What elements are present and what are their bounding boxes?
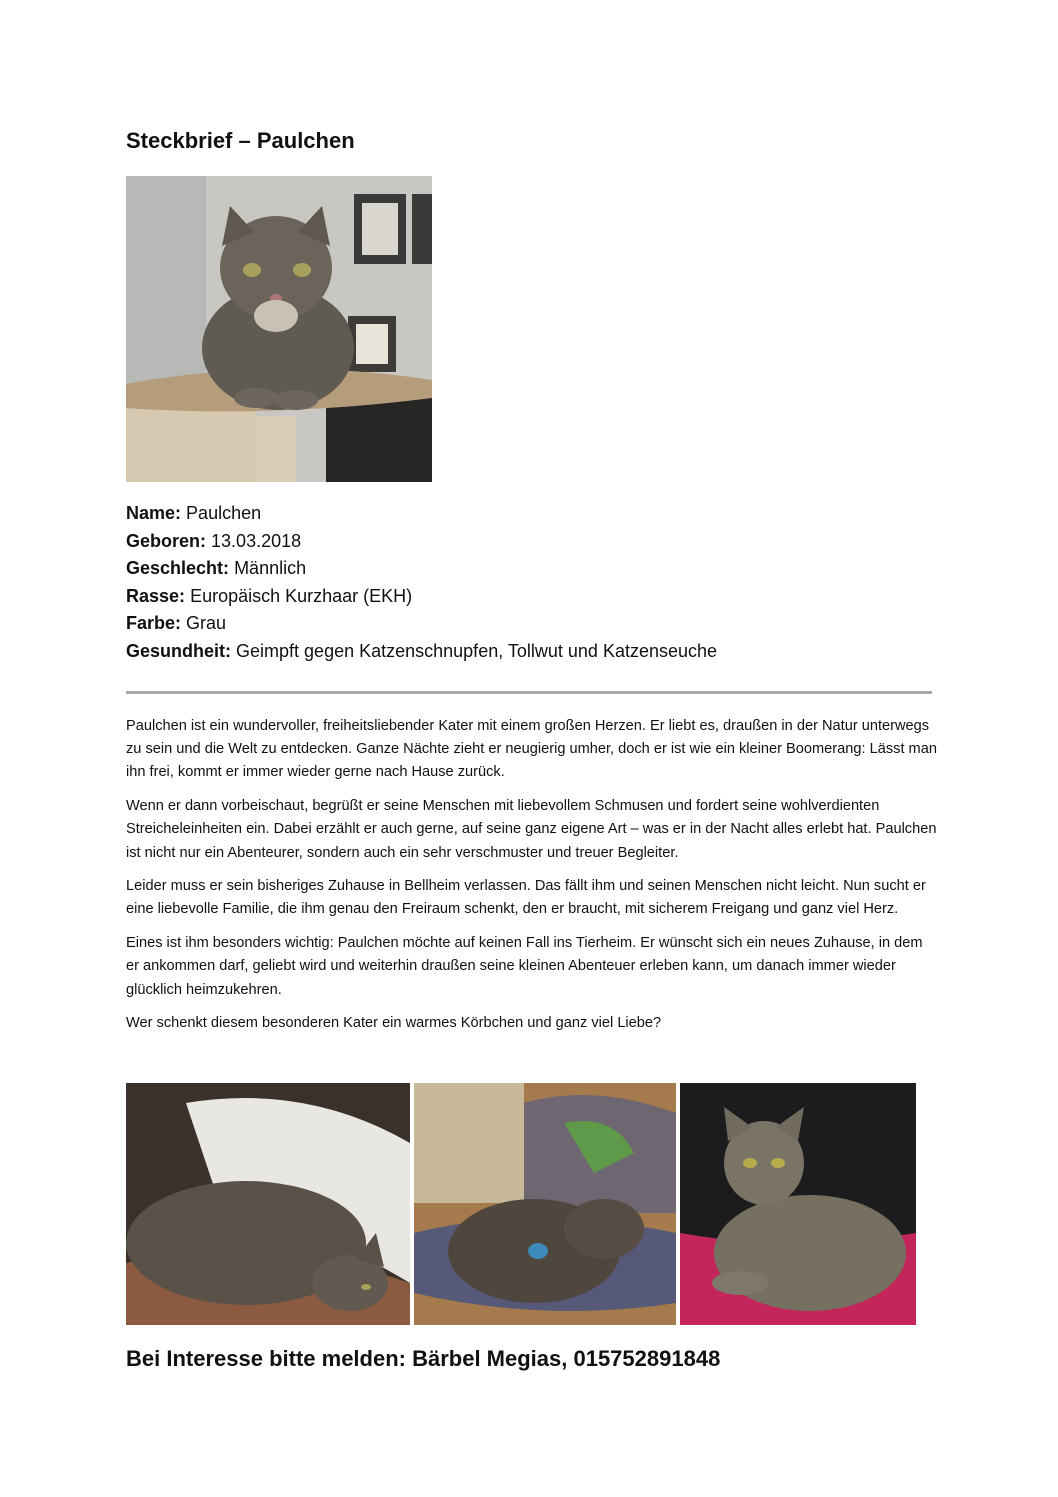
facts-list (126, 500, 717, 666)
fact-health: Gesundheit: Geimpft gegen Katzenschnupfen, Tollwut und Katzenseuche (126, 640, 718, 661)
page-title: Steckbrief – Paulchen (126, 128, 355, 153)
contact-line: Bei Interesse bitte melden: Bärbel Megias, 015752891848 (126, 1346, 721, 1371)
story-text (126, 715, 938, 1046)
gallery-photo-3 (680, 1083, 916, 1325)
story-paragraph: Wenn er dann vorbeischaut, begrüßt er seine Menschen mit liebevollem Schmusen und fordert seine wohlverdienten Streicheleinheiten ein. Dabei erzählt er auch gerne, auf seine ganz eigene Art – was er in der Nacht alles erlebt hat. Paulchen ist nicht nur ein Abenteurer, sondern auch ein sehr verschmuster und treuer Begleiter. (126, 798, 937, 861)
gallery-photo-2 (414, 1083, 676, 1325)
fact-name: Name: Paulchen (126, 503, 262, 523)
story-paragraph: Paulchen ist ein wundervoller, freiheitsliebender Kater mit einem großen Herzen. Er liebt es, draußen in der Natur unterwegs zu sein und die Welt zu entdecken. Ganze Nächte zieht er neugierig umher, doch er ist wie ein kleiner Boomerang: Lässt man ihn frei, kommt er immer wieder gerne nach Hause zurück. (126, 718, 937, 781)
story-paragraph: Wer schenkt diesem besonderen Kater ein warmes Körbchen und ganz viel Liebe? (126, 1015, 662, 1032)
main-cat-photo (126, 176, 432, 482)
fact-breed: Rasse: Europäisch Kurzhaar (EKH) (126, 585, 413, 606)
story-paragraph: Eines ist ihm besonders wichtig: Paulchen möchte auf keinen Fall ins Tierheim. Er wünscht sich ein neues Zuhause, in dem er ankommen darf, geliebt wird und weiterhin draußen seine kleinen Abenteuer erleben kann, um danach immer wieder glücklich heimzukehren. (126, 935, 923, 998)
fact-color: Farbe: Grau (126, 613, 227, 634)
gallery-photo-1 (126, 1083, 410, 1325)
fact-born: Geboren: 13.03.2018 (126, 530, 302, 551)
story-paragraph: Leider muss er sein bisheriges Zuhause in Bellheim verlassen. Das fällt ihm und seinen Menschen nicht leicht. Nun sucht er eine liebevolle Familie, die ihm genau den Freiraum schenkt, den er braucht, mit sicherem Freigang und ganz viel Herz. (126, 878, 926, 918)
fact-gender: Geschlecht: Männlich (126, 558, 307, 579)
divider (126, 691, 932, 694)
